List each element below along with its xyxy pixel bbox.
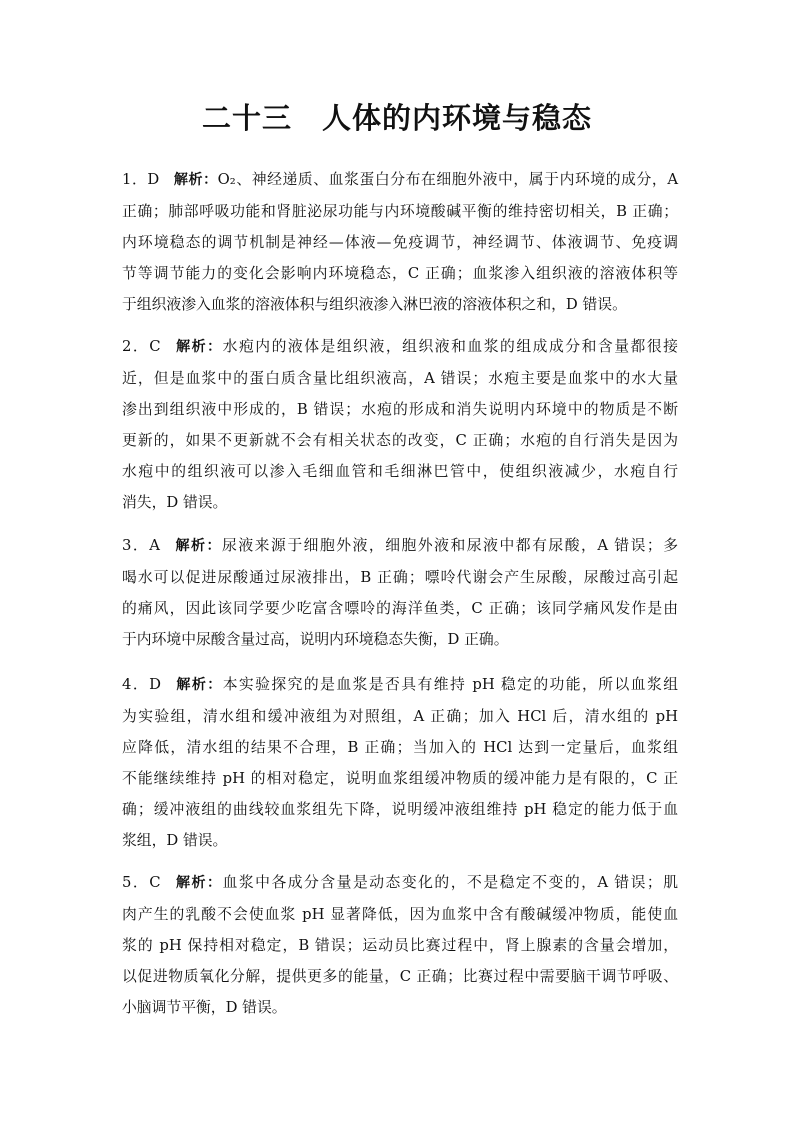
analysis-text: 血浆中各成分含量是动态变化的，不是稳定不变的，A 错误；肌 [222, 874, 678, 891]
analysis-text: 本实验探究的是血浆是否具有维持 pH 稳定的功能，所以血浆组 [222, 676, 678, 693]
analysis-text: 正确；肺部呼吸功能和肾脏泌尿功能与内环境酸碱平衡的维持密切相关，B 正确； [122, 203, 678, 220]
analysis-text: 消失，D 错误。 [122, 494, 228, 511]
analysis-text: 尿液来源于细胞外液，细胞外液和尿液中都有尿酸，A 错误；多 [222, 537, 679, 554]
analysis-label: 解析： [174, 339, 223, 355]
analysis-text: 小脑调节平衡，D 错误。 [122, 999, 287, 1016]
analysis-text: 喝水可以促进尿酸通过尿液排出，B 正确；嘌呤代谢会产生尿酸，尿酸过高引起 [122, 569, 678, 586]
analysis-label: 解析： [174, 677, 223, 693]
answer-item-4 [122, 669, 678, 856]
answer-item-1 [122, 164, 678, 320]
title-text: 人体的内环境与稳态 [322, 101, 593, 135]
analysis-text: 水疱中的组织液可以渗入毛细血管和毛细淋巴管中，使组织液减少，水疱自行 [122, 463, 678, 480]
analysis-text: 于组织液渗入血浆的溶液体积与组织液渗入淋巴液的溶液体积之和，D 错误。 [122, 296, 627, 313]
answer-number: 1．D [122, 171, 160, 188]
analysis-text: 确；缓冲液组的曲线较血浆组先下降，说明缓冲液组维持 pH 稳定的能力低于血 [122, 801, 678, 818]
analysis-text: 浆组，D 错误。 [122, 832, 228, 849]
analysis-text: 肉产生的乳酸不会使血浆 pH 显著降低，因为血浆中含有酸碱缓冲物质，能使血 [122, 906, 678, 923]
analysis-text: 于内环境中尿酸含量过高，说明内环境稳态失衡，D 正确。 [122, 631, 509, 648]
analysis-label: 解析： [174, 875, 223, 891]
answer-item-2 [122, 331, 678, 518]
analysis-text: 更新的，如果不更新就不会有相关状态的改变，C 正确；水疱的自行消失是因为 [122, 432, 678, 449]
page-title [0, 96, 794, 137]
analysis-label: 解析： [173, 172, 218, 188]
answer-item-3 [122, 530, 678, 655]
answer-number: 5．C [122, 874, 161, 891]
analysis-text: 近，但是血浆中的蛋白质含量比组织液高，A 错误；水疱主要是血浆中的水大量 [122, 370, 678, 387]
analysis-text: 不能继续维持 pH 的相对稳定，说明血浆组缓冲物质的缓冲能力是有限的，C 正 [122, 770, 678, 787]
answer-number: 4．D [122, 676, 161, 693]
analysis-text: 渗出到组织液中形成的，B 错误；水疱的形成和消失说明内环境中的物质是不断 [122, 401, 678, 418]
analysis-text: 的痛风，因此该同学要少吃富含嘌呤的海洋鱼类，C 正确；该同学痛风发作是由 [122, 600, 678, 617]
answer-number: 3．A [122, 537, 160, 554]
analysis-text: 水疱内的液体是组织液，组织液和血浆的组成成分和含量都很接 [222, 338, 678, 355]
title-number: 二十三 [201, 101, 292, 135]
analysis-text: 内环境稳态的调节机制是神经—体液—免疫调节，神经调节、体液调节、免疫调 [122, 234, 678, 251]
analysis-text: 浆的 pH 保持相对稳定，B 错误；运动员比赛过程中，肾上腺素的含量会增加， [122, 937, 678, 954]
analysis-text: 为实验组，清水组和缓冲液组为对照组，A 正确；加入 HCl 后，清水组的 pH [122, 708, 678, 725]
analysis-text: 应降低，清水组的结果不合理，B 正确；当加入的 HCl 达到一定量后，血浆组 [122, 739, 678, 756]
analysis-text: O₂、神经递质、血浆蛋白分布在细胞外液中，属于内环境的成分，A [217, 171, 679, 188]
analysis-label: 解析： [173, 538, 223, 554]
analysis-text: 节等调节能力的变化会影响内环境稳态，C 正确；血浆渗入组织液的溶液体积等 [122, 265, 678, 282]
answer-item-5 [122, 867, 678, 1023]
analysis-text: 以促进物质氧化分解，提供更多的能量，C 正确；比赛过程中需要脑干调节呼吸、 [122, 968, 678, 985]
answer-number: 2．C [122, 338, 161, 355]
